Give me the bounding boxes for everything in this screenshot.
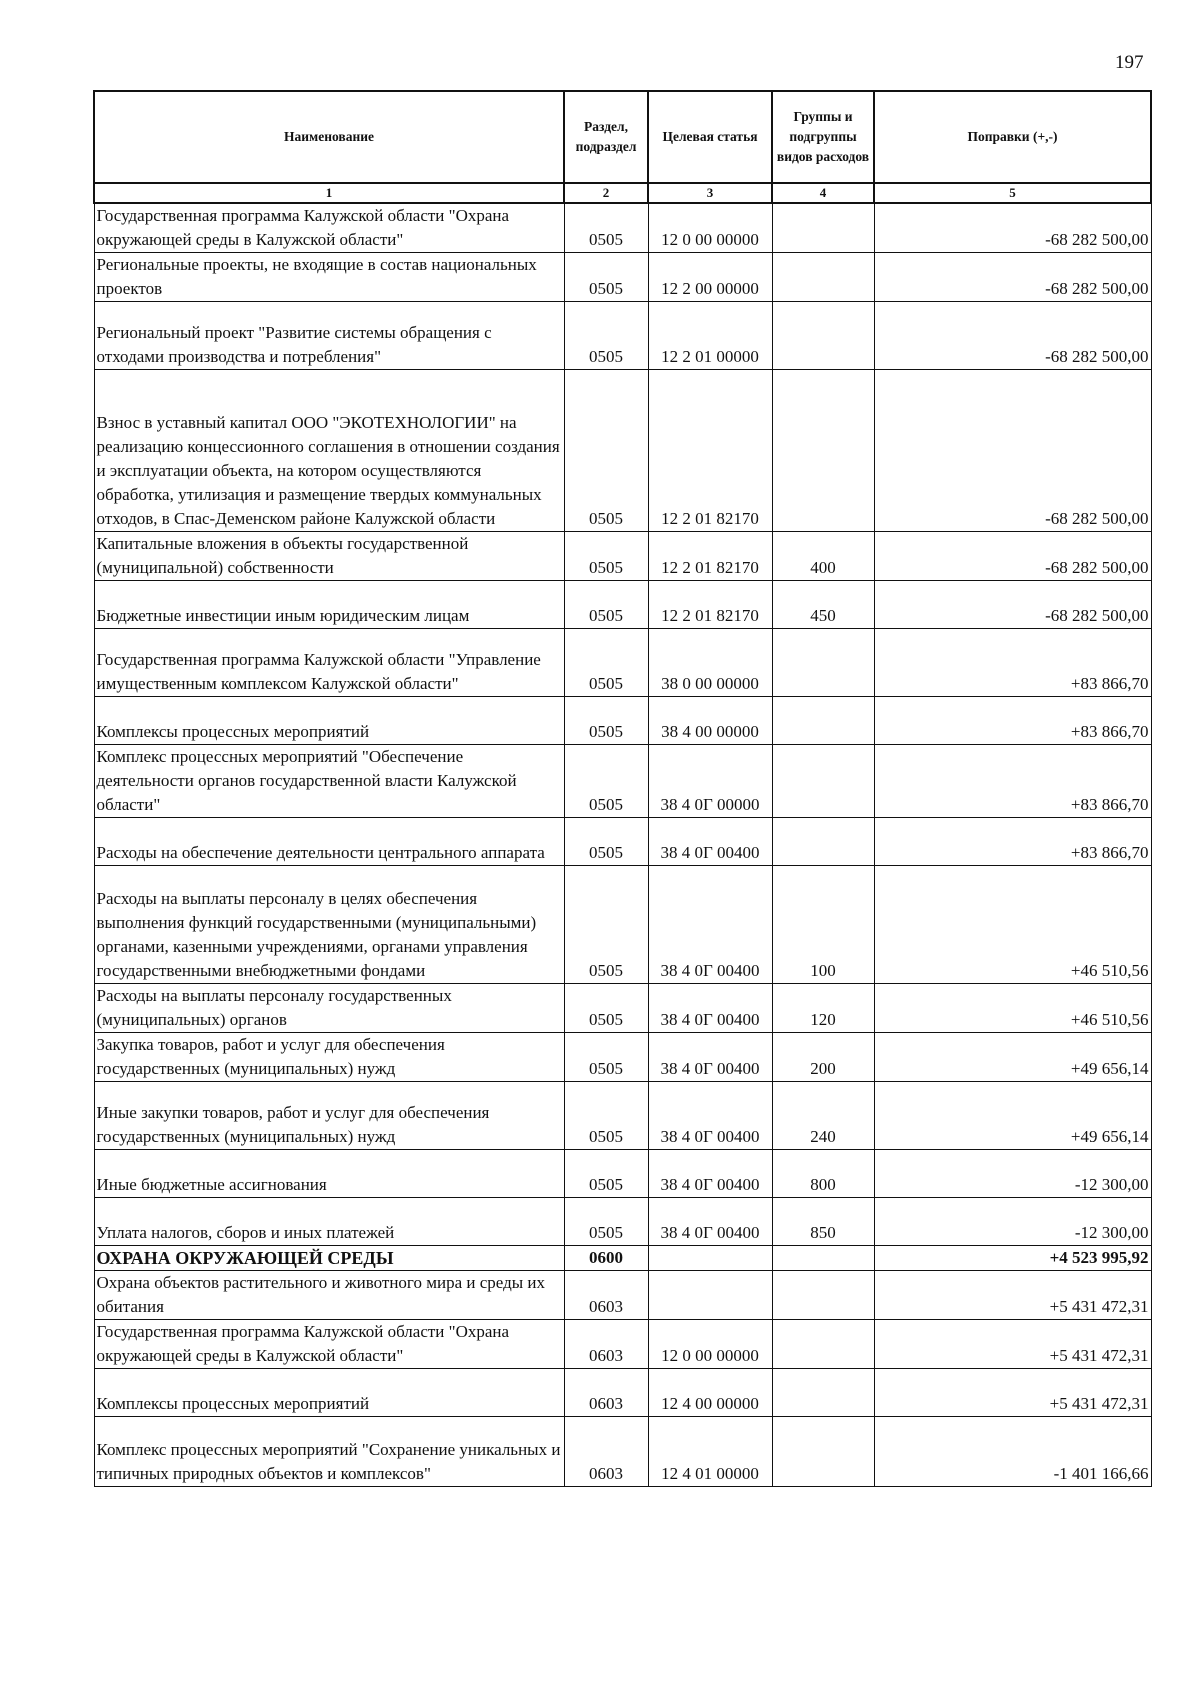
row-amount: +46 510,56	[874, 866, 1151, 984]
row-article: 12 2 01 82170	[648, 370, 772, 532]
row-amount: +49 656,14	[874, 1082, 1151, 1150]
page-number: 197	[1115, 52, 1144, 73]
row-group	[772, 697, 874, 745]
row-name: Иные закупки товаров, работ и услуг для обеспечения государственных (муниципальных) нужд	[94, 1082, 564, 1150]
row-article: 38 4 0Г 00400	[648, 1198, 772, 1246]
column-number-row	[94, 183, 1151, 203]
row-section: 0505	[564, 532, 648, 581]
row-section: 0505	[564, 1150, 648, 1198]
row-group	[772, 745, 874, 818]
row-article: 38 4 0Г 00000	[648, 745, 772, 818]
row-article: 12 0 00 00000	[648, 1320, 772, 1369]
row-section: 0505	[564, 629, 648, 697]
table-row	[94, 1320, 1151, 1369]
row-name: Государственная программа Калужской области "Охрана окружающей среды в Калужской области"	[94, 203, 564, 253]
row-group: 400	[772, 532, 874, 581]
row-group	[772, 1320, 874, 1369]
column-number: 4	[772, 183, 874, 203]
row-section: 0505	[564, 866, 648, 984]
row-name: Капитальные вложения в объекты государственной (муниципальной) собственности	[94, 532, 564, 581]
row-name: Охрана объектов растительного и животного мира и среды их обитания	[94, 1271, 564, 1320]
row-article: 12 2 01 82170	[648, 532, 772, 581]
row-amount: -1 401 166,66	[874, 1417, 1151, 1487]
row-article: 38 4 0Г 00400	[648, 866, 772, 984]
row-article: 38 0 00 00000	[648, 629, 772, 697]
header-name: Наименование	[94, 91, 564, 183]
table-row	[94, 984, 1151, 1033]
row-article	[648, 1246, 772, 1271]
header-amount: Поправки (+,-)	[874, 91, 1151, 183]
table-row	[94, 697, 1151, 745]
row-name: Комплекс процессных мероприятий "Сохранение уникальных и типичных природных объектов и комплексов"	[94, 1417, 564, 1487]
row-amount: +49 656,14	[874, 1033, 1151, 1082]
row-section: 0505	[564, 745, 648, 818]
table-row	[94, 629, 1151, 697]
row-amount: +83 866,70	[874, 818, 1151, 866]
row-name: Взнос в уставный капитал ООО "ЭКОТЕХНОЛОГИИ" на реализацию концессионного соглашения в отношении создания и эксплуатации объекта, на котором осуществляются обработка, утилизация и размещение твердых коммунальных отходов, в Спас-Деменском районе Калужской области	[94, 370, 564, 532]
row-section: 0505	[564, 203, 648, 253]
row-amount: -68 282 500,00	[874, 581, 1151, 629]
row-section: 0505	[564, 1033, 648, 1082]
table-header	[94, 91, 1151, 203]
row-name: Комплексы процессных мероприятий	[94, 697, 564, 745]
row-article: 12 4 01 00000	[648, 1417, 772, 1487]
row-name: Расходы на выплаты персоналу государственных (муниципальных) органов	[94, 984, 564, 1033]
row-amount: +4 523 995,92	[874, 1246, 1151, 1271]
row-group: 120	[772, 984, 874, 1033]
row-group	[772, 1271, 874, 1320]
row-article: 12 2 00 00000	[648, 253, 772, 302]
row-name: Государственная программа Калужской области "Охрана окружающей среды в Калужской области"	[94, 1320, 564, 1369]
row-name: Закупка товаров, работ и услуг для обеспечения государственных (муниципальных) нужд	[94, 1033, 564, 1082]
budget-amendments-table	[93, 90, 1152, 1487]
row-name: Комплексы процессных мероприятий	[94, 1369, 564, 1417]
header-section: Раздел, подраздел	[564, 91, 648, 183]
row-article	[648, 1271, 772, 1320]
row-section: 0505	[564, 581, 648, 629]
row-name: Региональные проекты, не входящие в состав национальных проектов	[94, 253, 564, 302]
table-row	[94, 203, 1151, 253]
row-article: 12 2 01 00000	[648, 302, 772, 370]
table-body	[94, 203, 1151, 1487]
row-amount: +5 431 472,31	[874, 1369, 1151, 1417]
row-section: 0505	[564, 818, 648, 866]
table-row	[94, 866, 1151, 984]
row-name: Иные бюджетные ассигнования	[94, 1150, 564, 1198]
row-section: 0505	[564, 253, 648, 302]
table-row	[94, 818, 1151, 866]
row-name: Уплата налогов, сборов и иных платежей	[94, 1198, 564, 1246]
row-amount: +83 866,70	[874, 697, 1151, 745]
table-row	[94, 1271, 1151, 1320]
table-row	[94, 581, 1151, 629]
table-row	[94, 370, 1151, 532]
row-article: 12 2 01 82170	[648, 581, 772, 629]
row-group	[772, 1246, 874, 1271]
row-amount: +83 866,70	[874, 629, 1151, 697]
row-name: Расходы на выплаты персоналу в целях обеспечения выполнения функций государственными (муниципальными) органами, казенными учреждениями, органами управления государственными внебюджетными фондами	[94, 866, 564, 984]
table-row	[94, 1417, 1151, 1487]
row-section: 0505	[564, 302, 648, 370]
row-amount: -68 282 500,00	[874, 302, 1151, 370]
row-group: 850	[772, 1198, 874, 1246]
row-group	[772, 1417, 874, 1487]
row-amount: -12 300,00	[874, 1150, 1151, 1198]
row-article: 12 4 00 00000	[648, 1369, 772, 1417]
column-number: 5	[874, 183, 1151, 203]
row-article: 38 4 00 00000	[648, 697, 772, 745]
column-number: 1	[94, 183, 564, 203]
row-article: 38 4 0Г 00400	[648, 1150, 772, 1198]
row-name: ОХРАНА ОКРУЖАЮЩЕЙ СРЕДЫ	[94, 1246, 564, 1271]
row-group: 800	[772, 1150, 874, 1198]
row-name: Государственная программа Калужской области "Управление имущественным комплексом Калужской области"	[94, 629, 564, 697]
table-row	[94, 302, 1151, 370]
row-amount: +5 431 472,31	[874, 1320, 1151, 1369]
row-amount: -68 282 500,00	[874, 370, 1151, 532]
row-section: 0505	[564, 984, 648, 1033]
row-amount: -68 282 500,00	[874, 253, 1151, 302]
row-section: 0505	[564, 1198, 648, 1246]
row-section: 0505	[564, 370, 648, 532]
table-row	[94, 1033, 1151, 1082]
row-section: 0600	[564, 1246, 648, 1271]
row-group	[772, 370, 874, 532]
table-row	[94, 1369, 1151, 1417]
row-amount: -12 300,00	[874, 1198, 1151, 1246]
row-article: 38 4 0Г 00400	[648, 818, 772, 866]
row-group: 240	[772, 1082, 874, 1150]
row-group	[772, 203, 874, 253]
row-amount: +46 510,56	[874, 984, 1151, 1033]
row-section: 0505	[564, 1082, 648, 1150]
row-name: Комплекс процессных мероприятий "Обеспечение деятельности органов государственной власти Калужской области"	[94, 745, 564, 818]
header-row	[94, 91, 1151, 183]
table-row	[94, 1150, 1151, 1198]
row-amount: +83 866,70	[874, 745, 1151, 818]
row-name: Региональный проект "Развитие системы обращения с отходами производства и потребления"	[94, 302, 564, 370]
row-group	[772, 253, 874, 302]
row-section: 0603	[564, 1271, 648, 1320]
table-row	[94, 745, 1151, 818]
table-row	[94, 532, 1151, 581]
table-row	[94, 1198, 1151, 1246]
row-amount: -68 282 500,00	[874, 532, 1151, 581]
table-row	[94, 1246, 1151, 1271]
row-group	[772, 1369, 874, 1417]
row-group	[772, 629, 874, 697]
header-group: Группы и подгруппы видов расходов	[772, 91, 874, 183]
row-article: 38 4 0Г 00400	[648, 984, 772, 1033]
row-section: 0603	[564, 1320, 648, 1369]
row-section: 0603	[564, 1417, 648, 1487]
header-article: Целевая статья	[648, 91, 772, 183]
row-name: Бюджетные инвестиции иным юридическим лицам	[94, 581, 564, 629]
row-group: 100	[772, 866, 874, 984]
row-amount: +5 431 472,31	[874, 1271, 1151, 1320]
row-group: 200	[772, 1033, 874, 1082]
row-section: 0603	[564, 1369, 648, 1417]
row-group	[772, 302, 874, 370]
row-name: Расходы на обеспечение деятельности центрального аппарата	[94, 818, 564, 866]
row-group	[772, 818, 874, 866]
column-number: 2	[564, 183, 648, 203]
column-number: 3	[648, 183, 772, 203]
row-article: 12 0 00 00000	[648, 203, 772, 253]
table-row	[94, 1082, 1151, 1150]
row-section: 0505	[564, 697, 648, 745]
table-row	[94, 253, 1151, 302]
row-amount: -68 282 500,00	[874, 203, 1151, 253]
row-article: 38 4 0Г 00400	[648, 1082, 772, 1150]
row-article: 38 4 0Г 00400	[648, 1033, 772, 1082]
row-group: 450	[772, 581, 874, 629]
